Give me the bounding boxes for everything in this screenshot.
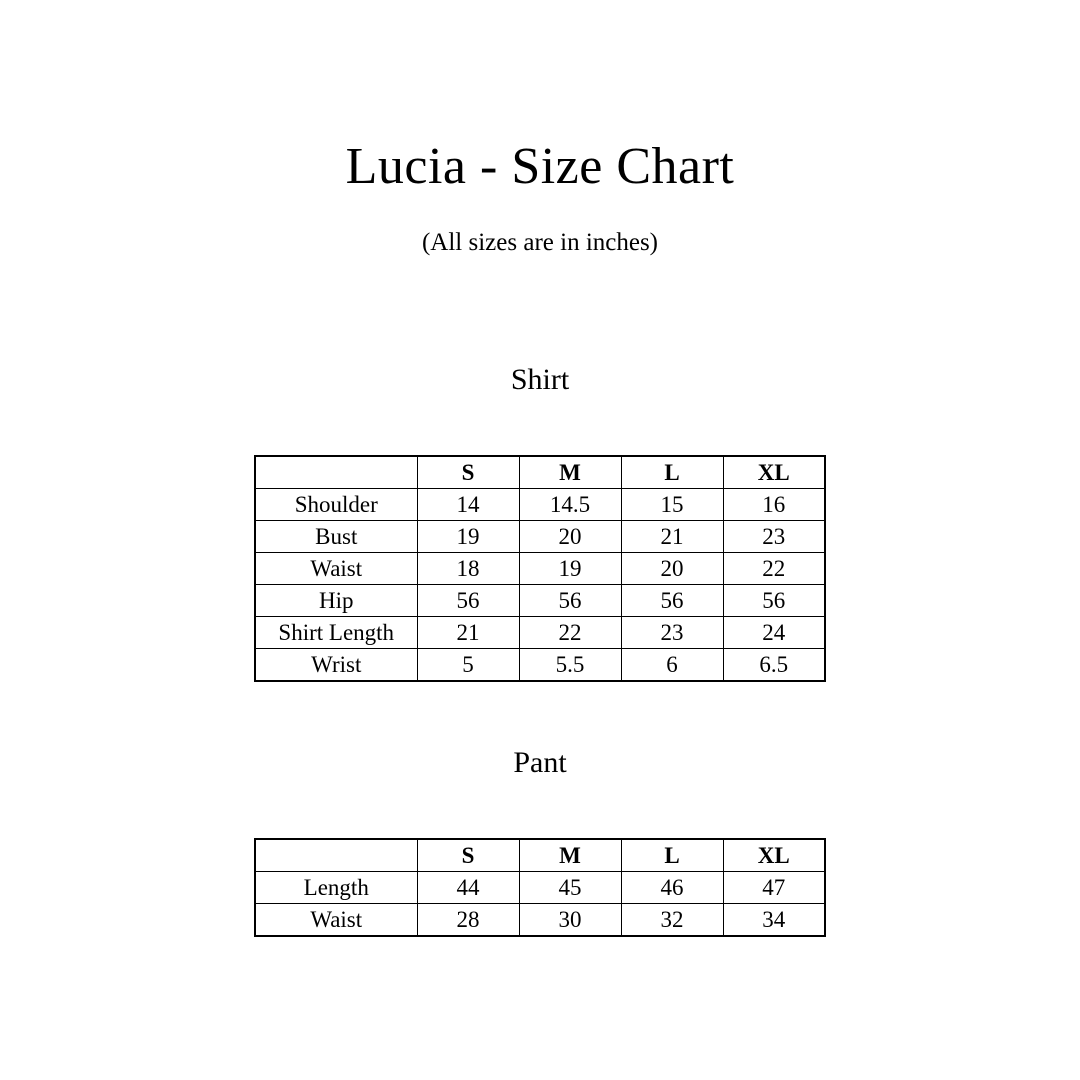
row-label: Hip <box>255 584 417 616</box>
row-label: Waist <box>255 903 417 936</box>
cell-value: 56 <box>519 584 621 616</box>
column-header-m: M <box>519 839 621 872</box>
table-row <box>255 648 825 681</box>
cell-value: 23 <box>621 616 723 648</box>
cell-value: 28 <box>417 903 519 936</box>
cell-value: 47 <box>723 871 825 903</box>
cell-value: 20 <box>519 520 621 552</box>
column-header-s: S <box>417 839 519 872</box>
cell-value: 14.5 <box>519 488 621 520</box>
cell-value: 21 <box>621 520 723 552</box>
table-row <box>255 903 825 936</box>
corner-cell <box>255 839 417 872</box>
cell-value: 19 <box>519 552 621 584</box>
cell-value: 44 <box>417 871 519 903</box>
page-subtitle: (All sizes are in inches) <box>421 228 659 256</box>
column-header-xl: XL <box>723 456 825 489</box>
row-label: Shoulder <box>255 488 417 520</box>
cell-value: 22 <box>723 552 825 584</box>
table-row <box>255 616 825 648</box>
table-row <box>255 584 825 616</box>
shirt-size-table <box>254 455 826 682</box>
cell-value: 14 <box>417 488 519 520</box>
cell-value: 19 <box>417 520 519 552</box>
row-label: Bust <box>255 520 417 552</box>
table-row <box>255 488 825 520</box>
column-header-xl: XL <box>723 839 825 872</box>
table-row <box>255 520 825 552</box>
cell-value: 21 <box>417 616 519 648</box>
row-label: Waist <box>255 552 417 584</box>
cell-value: 30 <box>519 903 621 936</box>
row-label: Shirt Length <box>255 616 417 648</box>
cell-value: 5.5 <box>519 648 621 681</box>
cell-value: 32 <box>621 903 723 936</box>
page-title: Lucia - Size Chart <box>345 138 735 195</box>
table-row <box>255 552 825 584</box>
column-header-l: L <box>621 839 723 872</box>
column-header-m: M <box>519 456 621 489</box>
cell-value: 45 <box>519 871 621 903</box>
cell-value: 20 <box>621 552 723 584</box>
table-row <box>255 871 825 903</box>
pant-size-table <box>254 838 826 937</box>
table-header-row <box>255 456 825 489</box>
column-header-l: L <box>621 456 723 489</box>
section-heading-pant: Pant <box>513 745 567 779</box>
cell-value: 5 <box>417 648 519 681</box>
cell-value: 34 <box>723 903 825 936</box>
section-heading-shirt: Shirt <box>510 362 570 396</box>
cell-value: 6 <box>621 648 723 681</box>
table-header-row <box>255 839 825 872</box>
row-label: Wrist <box>255 648 417 681</box>
cell-value: 18 <box>417 552 519 584</box>
cell-value: 22 <box>519 616 621 648</box>
cell-value: 15 <box>621 488 723 520</box>
cell-value: 56 <box>417 584 519 616</box>
column-header-s: S <box>417 456 519 489</box>
row-label: Length <box>255 871 417 903</box>
cell-value: 24 <box>723 616 825 648</box>
cell-value: 6.5 <box>723 648 825 681</box>
cell-value: 23 <box>723 520 825 552</box>
cell-value: 56 <box>621 584 723 616</box>
corner-cell <box>255 456 417 489</box>
cell-value: 16 <box>723 488 825 520</box>
cell-value: 46 <box>621 871 723 903</box>
cell-value: 56 <box>723 584 825 616</box>
